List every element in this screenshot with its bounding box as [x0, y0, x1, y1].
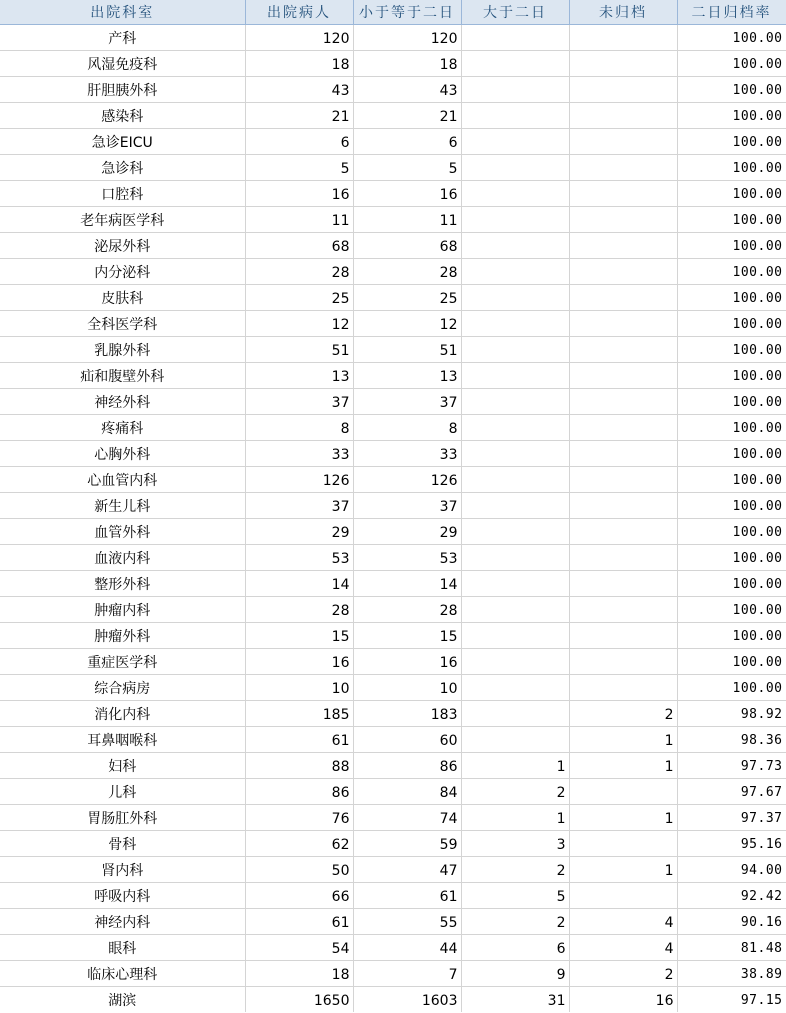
over-two-days-cell: 3 — [461, 831, 569, 857]
total-discharged: 1650 — [245, 987, 353, 1013]
within-two-days-cell: 37 — [353, 493, 461, 519]
unarchived-cell: 2 — [569, 701, 677, 727]
department-cell: 血管外科 — [0, 519, 245, 545]
discharged-cell: 18 — [245, 961, 353, 987]
discharged-cell: 16 — [245, 181, 353, 207]
department-cell: 疼痛科 — [0, 415, 245, 441]
within-two-days-cell: 84 — [353, 779, 461, 805]
unarchived-cell: 4 — [569, 909, 677, 935]
over-two-days-cell — [461, 701, 569, 727]
table-row — [0, 207, 786, 233]
two-day-rate-cell: 100.00 — [677, 103, 786, 129]
department-cell: 耳鼻咽喉科 — [0, 727, 245, 753]
table-row — [0, 805, 786, 831]
two-day-rate-cell: 100.00 — [677, 259, 786, 285]
within-two-days-cell: 126 — [353, 467, 461, 493]
discharged-cell: 61 — [245, 909, 353, 935]
over-two-days-cell — [461, 181, 569, 207]
discharged-cell: 120 — [245, 25, 353, 51]
department-cell: 急诊科 — [0, 155, 245, 181]
over-two-days-cell — [461, 337, 569, 363]
within-two-days-cell: 33 — [353, 441, 461, 467]
over-two-days-cell — [461, 415, 569, 441]
department-cell: 老年病医学科 — [0, 207, 245, 233]
table-row — [0, 77, 786, 103]
two-day-rate-cell: 100.00 — [677, 597, 786, 623]
within-two-days-cell: 16 — [353, 181, 461, 207]
over-two-days-cell — [461, 675, 569, 701]
header-row — [0, 0, 786, 25]
department-cell: 乳腺外科 — [0, 337, 245, 363]
two-day-rate-cell: 100.00 — [677, 649, 786, 675]
unarchived-cell — [569, 493, 677, 519]
two-day-rate-cell: 100.00 — [677, 51, 786, 77]
unarchived-cell — [569, 285, 677, 311]
unarchived-cell — [569, 675, 677, 701]
over-two-days-cell — [461, 155, 569, 181]
table-row — [0, 935, 786, 961]
over-two-days-cell — [461, 363, 569, 389]
within-two-days-cell: 60 — [353, 727, 461, 753]
within-two-days-cell: 5 — [353, 155, 461, 181]
table-row — [0, 831, 786, 857]
department-cell: 肿瘤内科 — [0, 597, 245, 623]
over-two-days-cell — [461, 623, 569, 649]
within-two-days-cell: 16 — [353, 649, 461, 675]
discharged-cell: 76 — [245, 805, 353, 831]
header-over-two-days: 大于二日 — [461, 0, 569, 25]
within-two-days-cell: 25 — [353, 285, 461, 311]
unarchived-cell: 1 — [569, 753, 677, 779]
unarchived-cell — [569, 883, 677, 909]
discharged-cell: 88 — [245, 753, 353, 779]
unarchived-cell — [569, 311, 677, 337]
table-row — [0, 233, 786, 259]
table-row — [0, 389, 786, 415]
over-two-days-cell: 2 — [461, 779, 569, 805]
over-two-days-cell — [461, 389, 569, 415]
two-day-rate-cell: 100.00 — [677, 545, 786, 571]
within-two-days-cell: 29 — [353, 519, 461, 545]
two-day-rate-cell: 100.00 — [677, 207, 786, 233]
unarchived-cell — [569, 571, 677, 597]
within-two-days-cell: 51 — [353, 337, 461, 363]
within-two-days-cell: 44 — [353, 935, 461, 961]
total-department: 湖滨 — [0, 987, 245, 1013]
unarchived-cell — [569, 363, 677, 389]
discharged-cell: 15 — [245, 623, 353, 649]
within-two-days-cell: 28 — [353, 597, 461, 623]
table-row — [0, 753, 786, 779]
within-two-days-cell: 74 — [353, 805, 461, 831]
within-two-days-cell: 53 — [353, 545, 461, 571]
unarchived-cell: 4 — [569, 935, 677, 961]
over-two-days-cell: 1 — [461, 805, 569, 831]
department-cell: 产科 — [0, 25, 245, 51]
discharged-cell: 50 — [245, 857, 353, 883]
department-cell: 心胸外科 — [0, 441, 245, 467]
discharged-cell: 8 — [245, 415, 353, 441]
two-day-rate-cell: 100.00 — [677, 623, 786, 649]
discharged-cell: 12 — [245, 311, 353, 337]
unarchived-cell — [569, 259, 677, 285]
discharged-cell: 28 — [245, 597, 353, 623]
header-within-two-days: 小于等于二日 — [353, 0, 461, 25]
unarchived-cell — [569, 77, 677, 103]
department-cell: 肾内科 — [0, 857, 245, 883]
within-two-days-cell: 8 — [353, 415, 461, 441]
table-row — [0, 675, 786, 701]
unarchived-cell — [569, 779, 677, 805]
two-day-rate-cell: 95.16 — [677, 831, 786, 857]
over-two-days-cell — [461, 571, 569, 597]
department-cell: 消化内科 — [0, 701, 245, 727]
two-day-rate-cell: 97.67 — [677, 779, 786, 805]
over-two-days-cell — [461, 129, 569, 155]
department-cell: 感染科 — [0, 103, 245, 129]
within-two-days-cell: 43 — [353, 77, 461, 103]
over-two-days-cell — [461, 259, 569, 285]
total-two-day-rate: 97.15 — [677, 987, 786, 1013]
table-row — [0, 571, 786, 597]
table-row — [0, 519, 786, 545]
two-day-rate-cell: 100.00 — [677, 675, 786, 701]
unarchived-cell — [569, 545, 677, 571]
within-two-days-cell: 7 — [353, 961, 461, 987]
two-day-rate-cell: 100.00 — [677, 337, 786, 363]
department-cell: 泌尿外科 — [0, 233, 245, 259]
two-day-rate-cell: 100.00 — [677, 25, 786, 51]
two-day-rate-cell: 90.16 — [677, 909, 786, 935]
total-over-two-days: 31 — [461, 987, 569, 1013]
table-row — [0, 779, 786, 805]
discharged-cell: 5 — [245, 155, 353, 181]
header-department: 出院科室 — [0, 0, 245, 25]
discharged-cell: 11 — [245, 207, 353, 233]
department-cell: 肝胆胰外科 — [0, 77, 245, 103]
within-two-days-cell: 6 — [353, 129, 461, 155]
over-two-days-cell: 1 — [461, 753, 569, 779]
over-two-days-cell — [461, 103, 569, 129]
two-day-rate-cell: 81.48 — [677, 935, 786, 961]
two-day-rate-cell: 100.00 — [677, 285, 786, 311]
department-cell: 重症医学科 — [0, 649, 245, 675]
two-day-rate-cell: 98.36 — [677, 727, 786, 753]
over-two-days-cell — [461, 545, 569, 571]
within-two-days-cell: 18 — [353, 51, 461, 77]
table-row — [0, 545, 786, 571]
discharged-cell: 14 — [245, 571, 353, 597]
discharged-cell: 185 — [245, 701, 353, 727]
unarchived-cell — [569, 467, 677, 493]
table-row — [0, 285, 786, 311]
discharged-cell: 16 — [245, 649, 353, 675]
table-row — [0, 129, 786, 155]
over-two-days-cell — [461, 467, 569, 493]
discharged-cell: 18 — [245, 51, 353, 77]
within-two-days-cell: 21 — [353, 103, 461, 129]
within-two-days-cell: 15 — [353, 623, 461, 649]
within-two-days-cell: 14 — [353, 571, 461, 597]
discharged-cell: 54 — [245, 935, 353, 961]
table-row — [0, 103, 786, 129]
unarchived-cell: 1 — [569, 727, 677, 753]
discharged-cell: 21 — [245, 103, 353, 129]
two-day-rate-cell: 100.00 — [677, 571, 786, 597]
table-row — [0, 961, 786, 987]
two-day-rate-cell: 100.00 — [677, 441, 786, 467]
table-row — [0, 181, 786, 207]
unarchived-cell — [569, 415, 677, 441]
department-cell: 肿瘤外科 — [0, 623, 245, 649]
department-cell: 内分泌科 — [0, 259, 245, 285]
two-day-rate-cell: 100.00 — [677, 467, 786, 493]
unarchived-cell — [569, 181, 677, 207]
over-two-days-cell — [461, 285, 569, 311]
two-day-rate-cell: 100.00 — [677, 311, 786, 337]
over-two-days-cell: 2 — [461, 857, 569, 883]
unarchived-cell — [569, 129, 677, 155]
within-two-days-cell: 10 — [353, 675, 461, 701]
discharged-cell: 61 — [245, 727, 353, 753]
two-day-rate-cell: 100.00 — [677, 415, 786, 441]
over-two-days-cell — [461, 233, 569, 259]
discharged-cell: 68 — [245, 233, 353, 259]
department-cell: 呼吸内科 — [0, 883, 245, 909]
department-cell: 临床心理科 — [0, 961, 245, 987]
two-day-rate-cell: 94.00 — [677, 857, 786, 883]
department-cell: 皮肤科 — [0, 285, 245, 311]
over-two-days-cell: 9 — [461, 961, 569, 987]
within-two-days-cell: 120 — [353, 25, 461, 51]
table-body — [0, 25, 786, 1013]
table-row — [0, 701, 786, 727]
unarchived-cell — [569, 597, 677, 623]
within-two-days-cell: 55 — [353, 909, 461, 935]
table-row — [0, 649, 786, 675]
department-cell: 急诊EICU — [0, 129, 245, 155]
unarchived-cell — [569, 831, 677, 857]
two-day-rate-cell: 98.92 — [677, 701, 786, 727]
unarchived-cell — [569, 103, 677, 129]
over-two-days-cell: 5 — [461, 883, 569, 909]
within-two-days-cell: 59 — [353, 831, 461, 857]
two-day-rate-cell: 100.00 — [677, 77, 786, 103]
within-two-days-cell: 11 — [353, 207, 461, 233]
over-two-days-cell: 6 — [461, 935, 569, 961]
within-two-days-cell: 37 — [353, 389, 461, 415]
department-cell: 神经外科 — [0, 389, 245, 415]
within-two-days-cell: 13 — [353, 363, 461, 389]
table-row — [0, 909, 786, 935]
unarchived-cell: 1 — [569, 805, 677, 831]
department-cell: 全科医学科 — [0, 311, 245, 337]
two-day-rate-cell: 100.00 — [677, 363, 786, 389]
two-day-rate-cell: 100.00 — [677, 493, 786, 519]
discharged-cell: 43 — [245, 77, 353, 103]
two-day-rate-cell: 97.37 — [677, 805, 786, 831]
over-two-days-cell — [461, 727, 569, 753]
unarchived-cell — [569, 51, 677, 77]
header-discharged: 出院病人 — [245, 0, 353, 25]
table-row — [0, 51, 786, 77]
discharged-cell: 62 — [245, 831, 353, 857]
two-day-rate-cell: 100.00 — [677, 519, 786, 545]
table-row — [0, 363, 786, 389]
table-row — [0, 415, 786, 441]
unarchived-cell — [569, 337, 677, 363]
unarchived-cell — [569, 519, 677, 545]
department-cell: 口腔科 — [0, 181, 245, 207]
discharged-cell: 29 — [245, 519, 353, 545]
two-day-rate-cell: 97.73 — [677, 753, 786, 779]
within-two-days-cell: 47 — [353, 857, 461, 883]
discharged-cell: 37 — [245, 493, 353, 519]
discharged-cell: 13 — [245, 363, 353, 389]
total-unarchived: 16 — [569, 987, 677, 1013]
discharged-cell: 126 — [245, 467, 353, 493]
two-day-rate-cell: 92.42 — [677, 883, 786, 909]
department-cell: 儿科 — [0, 779, 245, 805]
table-row — [0, 597, 786, 623]
department-cell: 神经内科 — [0, 909, 245, 935]
department-cell: 综合病房 — [0, 675, 245, 701]
within-two-days-cell: 28 — [353, 259, 461, 285]
header-unarchived: 未归档 — [569, 0, 677, 25]
two-day-rate-cell: 38.89 — [677, 961, 786, 987]
over-two-days-cell — [461, 51, 569, 77]
discharged-cell: 51 — [245, 337, 353, 363]
over-two-days-cell — [461, 597, 569, 623]
table-row — [0, 493, 786, 519]
two-day-rate-cell: 100.00 — [677, 129, 786, 155]
within-two-days-cell: 12 — [353, 311, 461, 337]
table-row — [0, 155, 786, 181]
table-row — [0, 883, 786, 909]
over-two-days-cell — [461, 25, 569, 51]
discharged-cell: 66 — [245, 883, 353, 909]
unarchived-cell — [569, 207, 677, 233]
unarchived-cell — [569, 233, 677, 259]
department-cell: 血液内科 — [0, 545, 245, 571]
discharged-cell: 86 — [245, 779, 353, 805]
table-row — [0, 311, 786, 337]
header-two-day-rate: 二日归档率 — [677, 0, 786, 25]
table-row — [0, 857, 786, 883]
discharged-cell: 25 — [245, 285, 353, 311]
department-cell: 妇科 — [0, 753, 245, 779]
over-two-days-cell — [461, 649, 569, 675]
unarchived-cell — [569, 649, 677, 675]
two-day-rate-cell: 100.00 — [677, 233, 786, 259]
table-row — [0, 259, 786, 285]
unarchived-cell: 1 — [569, 857, 677, 883]
department-cell: 风湿免疫科 — [0, 51, 245, 77]
discharged-cell: 10 — [245, 675, 353, 701]
discharged-cell: 33 — [245, 441, 353, 467]
within-two-days-cell: 68 — [353, 233, 461, 259]
unarchived-cell — [569, 389, 677, 415]
department-cell: 新生儿科 — [0, 493, 245, 519]
table-row — [0, 623, 786, 649]
department-cell: 疝和腹壁外科 — [0, 363, 245, 389]
discharged-cell: 6 — [245, 129, 353, 155]
two-day-rate-cell: 100.00 — [677, 389, 786, 415]
department-cell: 整形外科 — [0, 571, 245, 597]
department-cell: 胃肠肛外科 — [0, 805, 245, 831]
over-two-days-cell — [461, 519, 569, 545]
two-day-rate-cell: 100.00 — [677, 181, 786, 207]
over-two-days-cell — [461, 77, 569, 103]
discharged-cell: 37 — [245, 389, 353, 415]
over-two-days-cell — [461, 441, 569, 467]
two-day-rate-cell: 100.00 — [677, 155, 786, 181]
department-cell: 心血管内科 — [0, 467, 245, 493]
unarchived-cell — [569, 155, 677, 181]
unarchived-cell — [569, 441, 677, 467]
table-row — [0, 25, 786, 51]
over-two-days-cell — [461, 311, 569, 337]
within-two-days-cell: 86 — [353, 753, 461, 779]
over-two-days-cell — [461, 207, 569, 233]
unarchived-cell: 2 — [569, 961, 677, 987]
unarchived-cell — [569, 623, 677, 649]
total-within-two-days: 1603 — [353, 987, 461, 1013]
discharged-cell: 28 — [245, 259, 353, 285]
discharged-cell: 53 — [245, 545, 353, 571]
over-two-days-cell: 2 — [461, 909, 569, 935]
over-two-days-cell — [461, 493, 569, 519]
within-two-days-cell: 183 — [353, 701, 461, 727]
total-row — [0, 987, 786, 1013]
unarchived-cell — [569, 25, 677, 51]
table-row — [0, 441, 786, 467]
department-cell: 骨科 — [0, 831, 245, 857]
table-row — [0, 337, 786, 363]
table-row — [0, 727, 786, 753]
department-cell: 眼科 — [0, 935, 245, 961]
within-two-days-cell: 61 — [353, 883, 461, 909]
table-row — [0, 467, 786, 493]
